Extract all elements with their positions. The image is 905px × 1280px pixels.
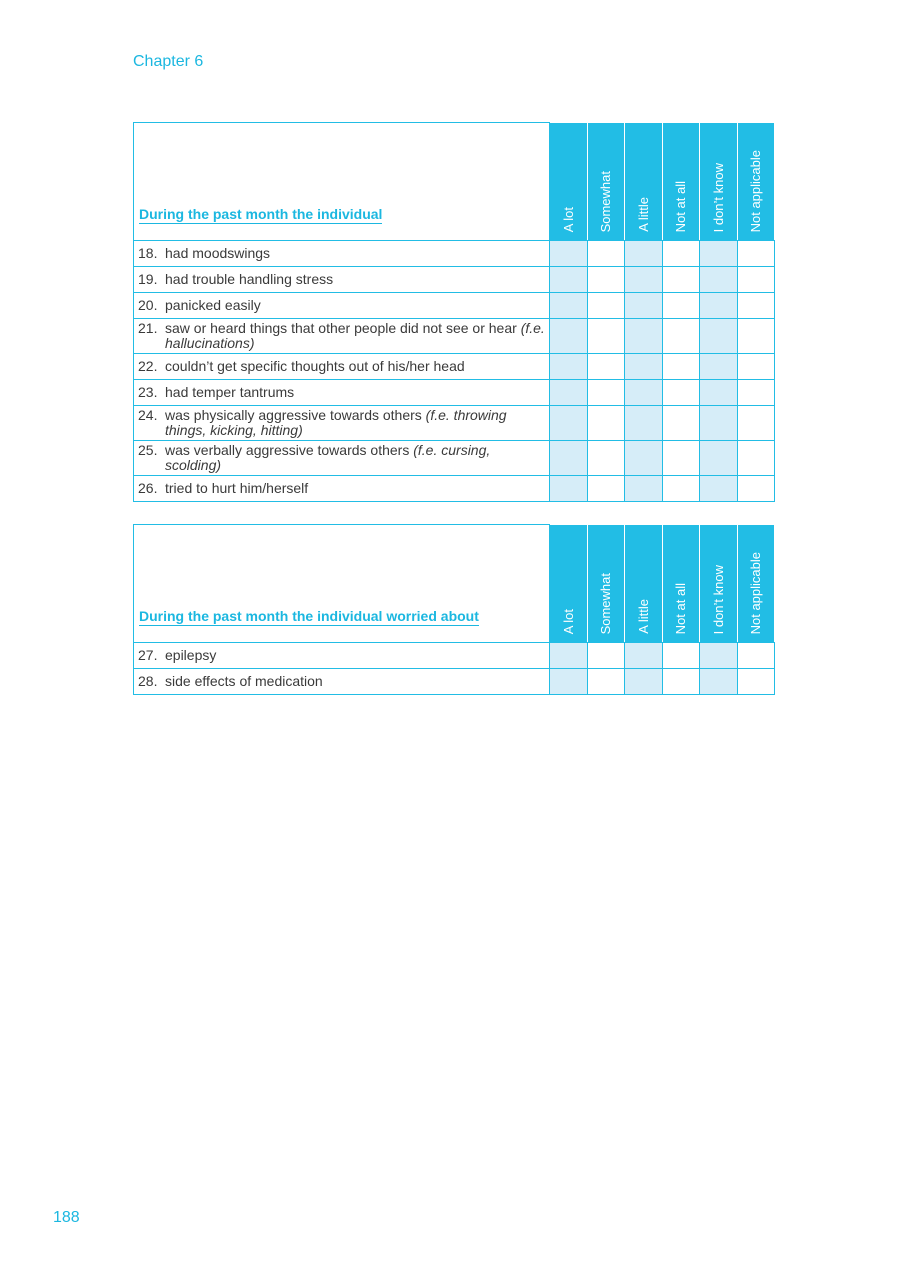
answer-cell-not-applicable[interactable] [737, 380, 775, 406]
column-header-dont-know: I don’t know [700, 123, 738, 241]
answer-cell-somewhat[interactable] [587, 669, 625, 695]
item-text: side effects of medication [165, 673, 323, 689]
item-cell [134, 406, 550, 441]
item-text: couldn’t get specific thoughts out of his/her head [165, 358, 465, 374]
item-number: 23. [138, 384, 158, 400]
answer-cell-not-at-all[interactable] [662, 241, 700, 267]
table-row [134, 293, 775, 319]
answer-cell-a-lot[interactable] [550, 319, 588, 354]
item-example: (f.e. hallucinations) [165, 320, 545, 351]
item-example: (f.e. cursing, scolding) [165, 442, 491, 473]
answer-cell-a-little[interactable] [625, 643, 663, 669]
answer-cell-dont-know[interactable] [700, 380, 738, 406]
section-title: During the past month the individual worried about [134, 525, 550, 643]
answer-cell-not-applicable[interactable] [737, 476, 775, 502]
answer-cell-a-lot[interactable] [550, 406, 588, 441]
answer-cell-dont-know[interactable] [700, 293, 738, 319]
item-text: epilepsy [165, 647, 217, 663]
table-row [134, 669, 775, 695]
answer-cell-not-at-all[interactable] [662, 293, 700, 319]
answer-cell-not-at-all[interactable] [662, 380, 700, 406]
table-row [134, 354, 775, 380]
column-header-not-applicable: Not applicable [737, 123, 775, 241]
item-cell [134, 293, 550, 319]
table-row [134, 380, 775, 406]
answer-cell-not-at-all[interactable] [662, 354, 700, 380]
answer-cell-not-applicable[interactable] [737, 267, 775, 293]
column-header-not-applicable: Not applicable [737, 525, 775, 643]
answer-cell-a-lot[interactable] [550, 354, 588, 380]
answer-cell-somewhat[interactable] [587, 241, 625, 267]
item-text-block [165, 674, 545, 689]
item-text: panicked easily [165, 297, 261, 313]
answer-cell-somewhat[interactable] [587, 293, 625, 319]
item-text-block [165, 481, 545, 496]
item-number: 21. [138, 320, 158, 336]
answer-cell-a-lot[interactable] [550, 643, 588, 669]
column-header-somewhat: Somewhat [587, 525, 625, 643]
item-cell [134, 643, 550, 669]
answer-cell-not-at-all[interactable] [662, 643, 700, 669]
item-number: 25. [138, 442, 158, 458]
item-cell [134, 669, 550, 695]
answer-cell-somewhat[interactable] [587, 354, 625, 380]
answer-cell-dont-know[interactable] [700, 354, 738, 380]
item-text: had temper tantrums [165, 384, 295, 400]
answer-cell-dont-know[interactable] [700, 267, 738, 293]
answer-cell-a-lot[interactable] [550, 441, 588, 476]
item-text: had trouble handling stress [165, 271, 334, 287]
answer-cell-not-at-all[interactable] [662, 669, 700, 695]
answer-cell-somewhat[interactable] [587, 476, 625, 502]
answer-cell-somewhat[interactable] [587, 319, 625, 354]
answer-cell-dont-know[interactable] [700, 241, 738, 267]
column-header-not-at-all: Not at all [662, 123, 700, 241]
answer-cell-dont-know[interactable] [700, 319, 738, 354]
item-number: 20. [138, 297, 158, 313]
answer-cell-not-applicable[interactable] [737, 441, 775, 476]
item-text: had moodswings [165, 245, 271, 261]
answer-cell-not-at-all[interactable] [662, 476, 700, 502]
answer-cell-a-little[interactable] [625, 476, 663, 502]
answer-cell-dont-know[interactable] [700, 643, 738, 669]
item-text-block [165, 443, 545, 473]
answer-cell-not-at-all[interactable] [662, 406, 700, 441]
item-text: was physically aggressive towards others [165, 407, 426, 423]
item-cell [134, 380, 550, 406]
answer-cell-a-lot[interactable] [550, 267, 588, 293]
item-number: 26. [138, 480, 158, 496]
table-row [134, 441, 775, 476]
item-number: 19. [138, 271, 158, 287]
item-cell [134, 476, 550, 502]
answer-cell-dont-know[interactable] [700, 406, 738, 441]
chapter-heading: Chapter 6 [133, 53, 204, 70]
table-row [134, 643, 775, 669]
table-row [134, 476, 775, 502]
answer-cell-a-lot[interactable] [550, 241, 588, 267]
answer-cell-not-applicable[interactable] [737, 669, 775, 695]
answer-cell-a-little[interactable] [625, 406, 663, 441]
table-row [134, 241, 775, 267]
item-text-block [165, 408, 545, 438]
column-header-a-little: A little [625, 525, 663, 643]
answer-cell-dont-know[interactable] [700, 669, 738, 695]
item-cell [134, 319, 550, 354]
answer-cell-a-little[interactable] [625, 293, 663, 319]
answer-cell-somewhat[interactable] [587, 441, 625, 476]
answer-cell-a-little[interactable] [625, 441, 663, 476]
item-cell [134, 267, 550, 293]
item-text-block [165, 298, 545, 313]
questionnaire-table-2 [133, 524, 775, 695]
item-number: 22. [138, 358, 158, 374]
answer-cell-not-applicable[interactable] [737, 319, 775, 354]
item-text: was verbally aggressive towards others [165, 442, 414, 458]
answer-cell-a-little[interactable] [625, 669, 663, 695]
answer-cell-not-applicable[interactable] [737, 354, 775, 380]
answer-cell-not-applicable[interactable] [737, 293, 775, 319]
questionnaire-table-1 [133, 122, 775, 502]
item-cell [134, 241, 550, 267]
table-row [134, 406, 775, 441]
item-number: 27. [138, 647, 158, 663]
answer-cell-a-little[interactable] [625, 241, 663, 267]
column-header-a-lot: A lot [550, 525, 588, 643]
item-example: (f.e. throwing things, kicking, hitting) [165, 407, 507, 438]
answer-cell-somewhat[interactable] [587, 406, 625, 441]
table-header-row [134, 525, 775, 643]
answer-cell-not-at-all[interactable] [662, 441, 700, 476]
item-text-block [165, 359, 545, 374]
item-cell [134, 441, 550, 476]
item-number: 18. [138, 245, 158, 261]
table-row [134, 267, 775, 293]
answer-cell-a-lot[interactable] [550, 293, 588, 319]
answer-cell-not-applicable[interactable] [737, 241, 775, 267]
item-text-block [165, 385, 545, 400]
item-number: 28. [138, 673, 158, 689]
answer-cell-not-at-all[interactable] [662, 267, 700, 293]
answer-cell-dont-know[interactable] [700, 476, 738, 502]
answer-cell-somewhat[interactable] [587, 267, 625, 293]
answer-cell-dont-know[interactable] [700, 441, 738, 476]
item-text-block [165, 648, 545, 663]
item-number: 24. [138, 407, 158, 423]
item-cell [134, 354, 550, 380]
column-header-somewhat: Somewhat [587, 123, 625, 241]
item-text-block [165, 246, 545, 261]
answer-cell-a-lot[interactable] [550, 476, 588, 502]
answer-cell-a-little[interactable] [625, 267, 663, 293]
answer-cell-a-little[interactable] [625, 319, 663, 354]
table-row [134, 319, 775, 354]
answer-cell-a-lot[interactable] [550, 380, 588, 406]
column-header-a-lot: A lot [550, 123, 588, 241]
section-title: During the past month the individual [134, 123, 550, 241]
answer-cell-somewhat[interactable] [587, 380, 625, 406]
answer-cell-not-applicable[interactable] [737, 643, 775, 669]
column-header-not-at-all: Not at all [662, 525, 700, 643]
answer-cell-not-applicable[interactable] [737, 406, 775, 441]
column-header-dont-know: I don’t know [700, 525, 738, 643]
table-header-row [134, 123, 775, 241]
column-header-a-little: A little [625, 123, 663, 241]
item-text: tried to hurt him/herself [165, 480, 309, 496]
answer-cell-not-at-all[interactable] [662, 319, 700, 354]
answer-cell-somewhat[interactable] [587, 643, 625, 669]
item-text: saw or heard things that other people did not see or hear [165, 320, 521, 336]
item-text-block [165, 272, 545, 287]
answer-cell-a-lot[interactable] [550, 669, 588, 695]
answer-cell-a-little[interactable] [625, 354, 663, 380]
answer-cell-a-little[interactable] [625, 380, 663, 406]
page-number: 188 [53, 1209, 80, 1226]
item-text-block [165, 321, 545, 351]
